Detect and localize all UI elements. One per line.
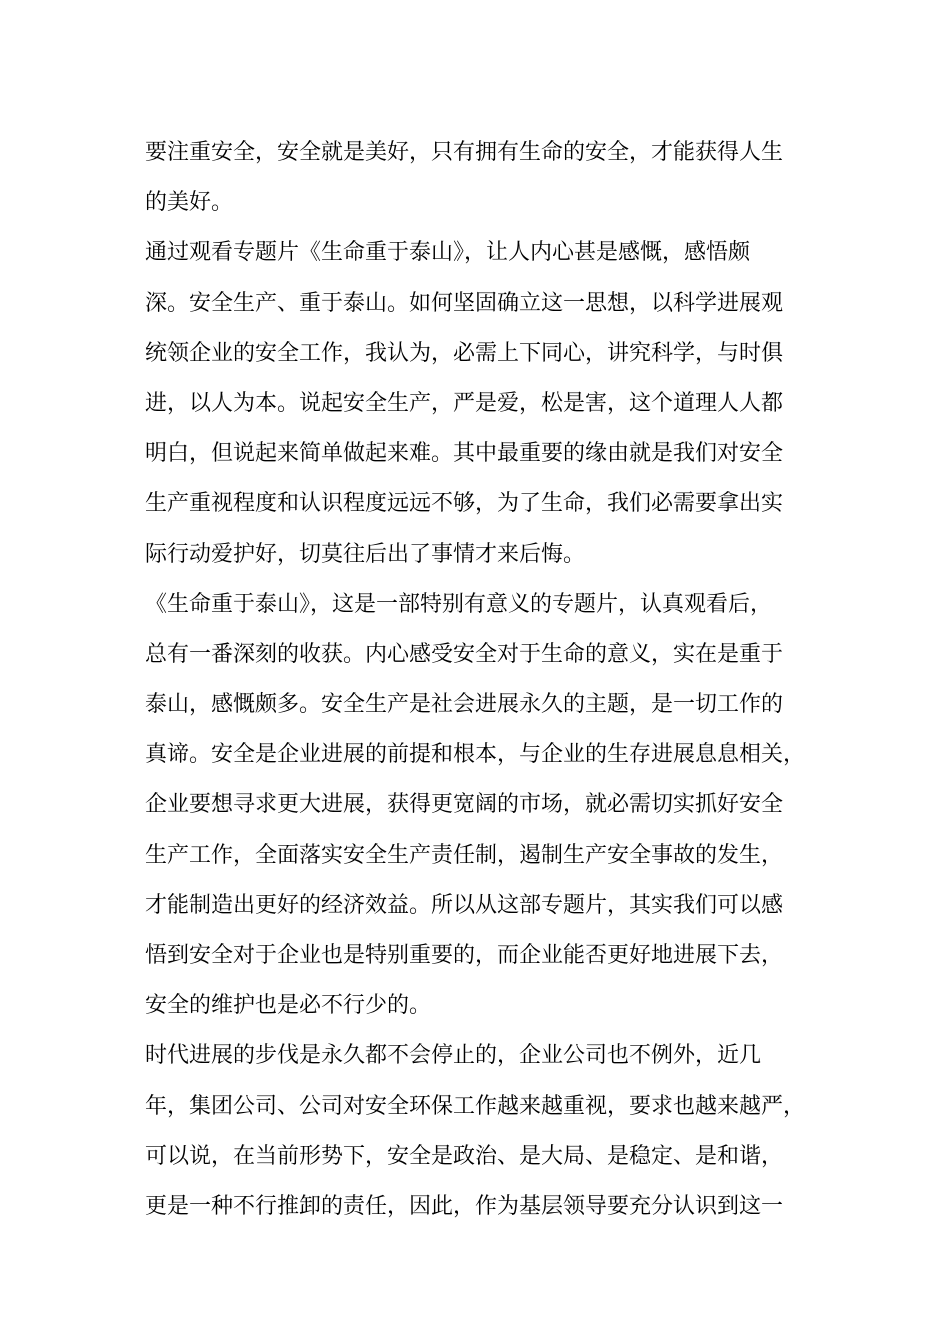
text-line: 生产重视程度和认识程度远远不够，为了生命，我们必需要拿出实 <box>145 491 784 517</box>
text-line: 明白，但说起来简单做起来难。其中最重要的缘由就是我们对安全 <box>145 441 784 467</box>
text-line: 更是一种不行推卸的责任，因此，作为基层领导要充分认识到这一 <box>145 1193 784 1219</box>
text-line: 际行动爱护好，切莫往后出了事情才来后悔。 <box>145 541 586 567</box>
text-line: 安全的维护也是必不行少的。 <box>145 993 432 1019</box>
paragraph-4 <box>145 1031 810 1232</box>
text-line: 《生命重于泰山》，这是一部特别有意义的专题片，认真观看后， <box>145 591 773 617</box>
text-line: 进，以人为本。说起安全生产，严是爱，松是害，这个道理人人都 <box>145 390 784 416</box>
text-line: 才能制造出更好的经济效益。所以从这部专题片，其实我们可以感 <box>145 892 784 918</box>
text-line: 可以说，在当前形势下，安全是政治、是大局、是稳定、是和谐， <box>145 1143 784 1169</box>
text-line: 总有一番深刻的收获。内心感受安全对于生命的意义，实在是重于 <box>145 641 784 667</box>
text-line: 年，集团公司、公司对安全环保工作越来越重视，要求也越来越严， <box>145 1093 806 1119</box>
text-line: 企业要想寻求更大进展，获得更宽阔的市场，就必需切实抓好安全 <box>145 792 784 818</box>
text-line: 真谛。安全是企业进展的前提和根本，与企业的生存进展息息相关， <box>145 742 806 768</box>
text-line: 统领企业的安全工作，我认为，必需上下同心，讲究科学，与时俱 <box>145 340 784 366</box>
paragraph-1 <box>145 128 810 228</box>
paragraph-2 <box>145 228 810 579</box>
text-line: 生产工作，全面落实安全生产责任制，遏制生产安全事故的发生， <box>145 842 784 868</box>
body-text <box>145 128 810 1232</box>
text-line: 通过观看专题片《生命重于泰山》，让人内心甚是感慨，感悟颇 <box>145 240 751 266</box>
text-line: 时代进展的步伐是永久都不会停止的，企业公司也不例外，近几 <box>145 1043 762 1069</box>
paragraph-3 <box>145 580 810 1032</box>
text-line: 要注重安全，安全就是美好，只有拥有生命的安全，才能获得人生 <box>145 140 784 165</box>
text-line: 的美好。 <box>145 190 234 216</box>
text-line: 泰山，感慨颇多。安全生产是社会进展永久的主题，是一切工作的 <box>145 692 784 718</box>
text-line: 深。安全生产、重于泰山。如何坚固确立这一思想，以科学进展观 <box>145 290 784 316</box>
text-line: 悟到安全对于企业也是特别重要的，而企业能否更好地进展下去， <box>145 943 784 968</box>
